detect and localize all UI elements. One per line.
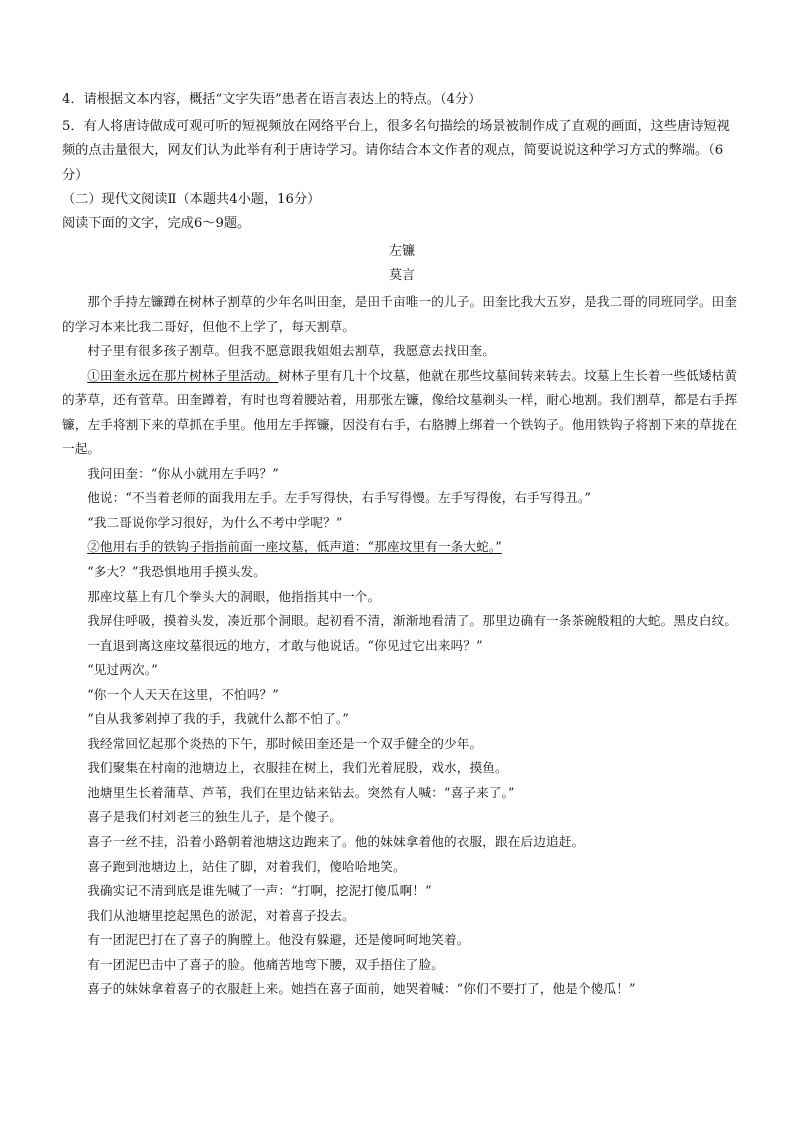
story-paragraph bbox=[62, 585, 742, 610]
story-paragraph bbox=[62, 756, 742, 781]
story-paragraph bbox=[62, 339, 742, 364]
paragraph-text: 我们聚集在村南的池塘边上，衣服挂在树上，我们光着屁股，戏水，摸鱼。 bbox=[87, 760, 508, 776]
story-paragraph bbox=[62, 560, 742, 585]
story-paragraph bbox=[62, 781, 742, 806]
story-title-block bbox=[62, 240, 742, 288]
section-instruction: 阅读下面的文字，完成6～9题。 bbox=[62, 216, 251, 231]
paragraph-text: 喜子跑到池塘边上，站住了脚，对着我们，傻哈哈地笑。 bbox=[87, 858, 406, 874]
paragraph-text: 有一团泥巴击中了喜子的脸。他痛苦地弯下腰，双手捂住了脸。 bbox=[87, 956, 445, 972]
story-paragraph bbox=[62, 364, 742, 462]
paragraph-text: 树林子里有几十个坟墓，他就在那些坟墓间转来转去。坟墓上生长着一些低矮枯黄的茅草，还有菅草。田奎蹲着，有时也弯着腰站着，用那张左镰，像给坟墓剃头一样，耐心地割。我们割草，都是右手挥镰，左手将割下来的草抓在手里。他用左手挥镰，因没有右手，右胳膊上绑着一个铁钩子。他用铁钩子将割下来的草拢在一起。 bbox=[62, 367, 738, 457]
paragraph-text: 村子里有很多孩子割草。但我不愿意跟我姐姐去割草，我愿意去找田奎。 bbox=[87, 343, 495, 359]
story-paragraph bbox=[62, 658, 742, 683]
story-paragraph bbox=[62, 855, 742, 880]
story-paragraph bbox=[62, 879, 742, 904]
question-4: 4．请根据文本内容，概括“文字失语”患者在语言表达上的特点。（4分） bbox=[62, 92, 482, 107]
story-paragraph bbox=[62, 486, 742, 511]
story-paragraph bbox=[62, 683, 742, 708]
story-paragraph bbox=[62, 535, 742, 560]
paragraph-text: 那座坟墓上有几个拳头大的洞眼，他指指其中一个。 bbox=[87, 588, 381, 604]
story-paragraph bbox=[62, 511, 742, 536]
paragraph-text: “你一个人天天在这里，不怕吗？” bbox=[87, 686, 279, 702]
story-paragraph bbox=[62, 953, 742, 978]
paragraph-text: 我问田奎：“你从小就用左手吗？” bbox=[87, 465, 279, 481]
story-paragraph bbox=[62, 732, 742, 757]
story-paragraph bbox=[62, 609, 742, 634]
paragraph-text: 我确实记不清到底是谁先喊了一声：“打啊，挖泥打傻瓜啊！” bbox=[87, 883, 432, 899]
story-title: 左镰 bbox=[388, 244, 415, 259]
story-paragraph bbox=[62, 462, 742, 487]
paragraph-text: 他说：“不当着老师的面我用左手。左手写得快，右手写得慢。左手写得俊，右手写得丑。” bbox=[87, 490, 592, 506]
underlined-text: ②他用右手的铁钩子指指前面一座坟墓，低声道：“那座坟里有一条大蛇。” bbox=[87, 539, 502, 555]
paragraph-text: 我屏住呼吸，摸着头发，凑近那个洞眼。起初看不清，渐渐地看清了。那里边确有一条茶碗般粗的大蛇。黑皮白纹。 bbox=[87, 613, 738, 629]
paragraph-text: 我们从池塘里挖起黑色的淤泥，对着喜子投去。 bbox=[87, 907, 355, 923]
story-paragraph bbox=[62, 977, 742, 1002]
paragraph-text: “见过两次。” bbox=[87, 662, 158, 678]
story-paragraph bbox=[62, 928, 742, 953]
paragraph-text: 喜子的妹妹拿着喜子的衣服赶上来。她挡在喜子面前，她哭着喊：“你们不要打了，他是个傻瓜！” bbox=[87, 981, 636, 997]
document-content bbox=[62, 88, 742, 1002]
underlined-text: ①田奎永远在那片树林子里活动。 bbox=[87, 367, 279, 383]
story-paragraph bbox=[62, 830, 742, 855]
section-heading: （二）现代文阅读Ⅱ（本题共4小题，16分） bbox=[62, 192, 321, 207]
story-body bbox=[62, 290, 742, 1002]
paragraph-text: “自从我爹剁掉了我的手，我就什么都不怕了。” bbox=[87, 711, 349, 727]
question-5: 5．有人将唐诗做成可观可听的短视频放在网络平台上，很多名句描绘的场景被制作成了直观的画面，这些唐诗短视频的点击量很大，网友们认为此举有利于唐诗学习。请你结合本文作者的观点，简要说说这种学习方式的弊端。（6分） bbox=[62, 118, 730, 183]
paragraph-text: “多大？”我恐惧地用手摸头发。 bbox=[87, 564, 267, 580]
story-paragraph bbox=[62, 805, 742, 830]
paragraph-text: 有一团泥巴打在了喜子的胸膛上。他没有躲避，还是傻呵呵地笑着。 bbox=[87, 932, 470, 948]
paragraph-text: 喜子是我们村刘老三的独生儿子，是个傻子。 bbox=[87, 809, 343, 825]
paragraph-text: “我二哥说你学习很好，为什么不考中学呢？” bbox=[87, 514, 343, 530]
story-paragraph bbox=[62, 904, 742, 929]
story-paragraph bbox=[62, 707, 742, 732]
paragraph-text: 我经常回忆起那个炎热的下午，那时候田奎还是一个双手健全的少年。 bbox=[87, 735, 483, 751]
paragraph-text: 池塘里生长着蒲草、芦苇，我们在里边钻来钻去。突然有人喊：“喜子来了。” bbox=[87, 784, 515, 800]
story-paragraph bbox=[62, 634, 742, 659]
paragraph-text: 一直退到离这座坟墓很远的地方，才敢与他说话。“你见过它出来吗？” bbox=[87, 637, 483, 653]
story-paragraph bbox=[62, 290, 742, 339]
story-author: 莫言 bbox=[388, 268, 415, 283]
paragraph-text: 喜子一丝不挂，沿着小路朝着池塘这边跑来了。他的妹妹拿着他的衣服，跟在后边追赶。 bbox=[87, 834, 585, 850]
paragraph-text: 那个手持左镰蹲在树林子割草的少年名叫田奎，是田千亩唯一的儿子。田奎比我大五岁，是我二哥的同班同学。田奎的学习本来比我二哥好，但他不上学了，每天割草。 bbox=[62, 294, 738, 334]
